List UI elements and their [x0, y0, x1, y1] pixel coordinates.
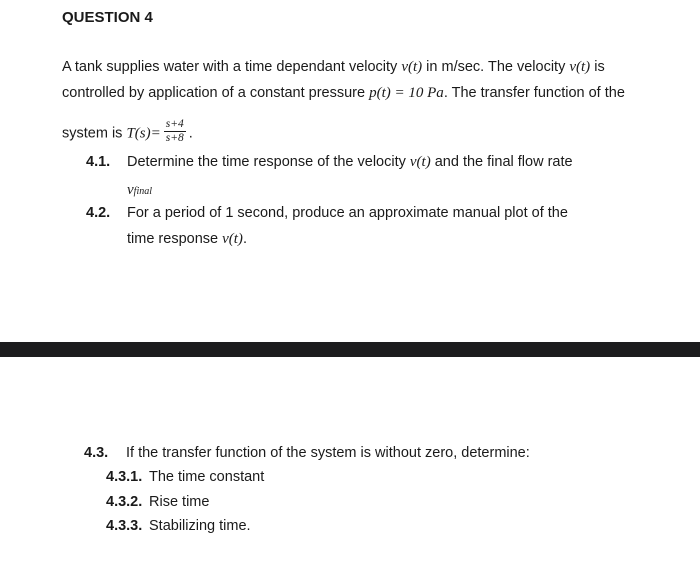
sub-question-text: Rise time [149, 494, 210, 510]
intro-line-2 [62, 85, 625, 102]
question-number: 4.3. [84, 445, 109, 461]
v-final-subscript: final [133, 186, 153, 197]
transfer-function-fraction [164, 118, 186, 145]
question-number: 4.1. [86, 154, 111, 170]
velocity-symbol: v(t) [401, 59, 423, 75]
question-4-2-continued [127, 231, 247, 248]
pressure-equation: p(t) = 10 Pa [369, 85, 444, 101]
velocity-symbol: v(t) [569, 59, 591, 75]
question-4-2 [86, 205, 568, 221]
question-text: Determine the time response of the velocity [127, 154, 410, 170]
sub-question-4-3-3 [106, 518, 251, 534]
question-text: For a period of 1 second, produce an approximate manual plot of the [127, 205, 568, 221]
sub-question-text: The time constant [149, 469, 265, 485]
question-text: . [242, 231, 247, 247]
intro-line-1 [62, 59, 605, 76]
intro-text: controlled by application of a constant pressure [62, 85, 370, 101]
sub-question-number: 4.3.3. [106, 518, 143, 534]
question-title: QUESTION 4 [62, 9, 153, 26]
intro-text: system is [62, 125, 127, 142]
intro-text: A tank supplies water with a time dependant velocity [62, 59, 402, 75]
intro-line-3 [62, 120, 193, 147]
question-4-3 [84, 445, 530, 461]
question-text: time response [127, 231, 223, 247]
sub-question-number: 4.3.2. [106, 494, 143, 510]
question-number: 4.2. [86, 205, 111, 221]
intro-text: in m/sec. The velocity [422, 59, 570, 75]
v-final-symbol [127, 182, 152, 199]
sub-question-4-3-2 [106, 494, 209, 510]
transfer-function-symbol: T(s)= [126, 125, 161, 142]
question-text: If the transfer function of the system is without zero, determine: [126, 445, 530, 461]
intro-text: . The transfer function of the [443, 85, 625, 101]
sub-question-number: 4.3.1. [106, 469, 143, 485]
sub-question-4-3-1 [106, 469, 264, 485]
velocity-symbol: v(t) [222, 231, 243, 247]
question-4-1 [86, 154, 573, 171]
tf-numerator: s+4 [165, 118, 184, 130]
v-final-base: v [127, 182, 134, 198]
velocity-symbol: v(t) [409, 154, 431, 170]
tf-denominator: s+8 [165, 132, 184, 144]
intro-text: is [590, 59, 605, 75]
intro-text: . [188, 125, 193, 142]
page-separator-bar [0, 342, 700, 357]
sub-question-text: Stabilizing time. [149, 518, 251, 534]
question-text: and the final flow rate [430, 154, 573, 170]
